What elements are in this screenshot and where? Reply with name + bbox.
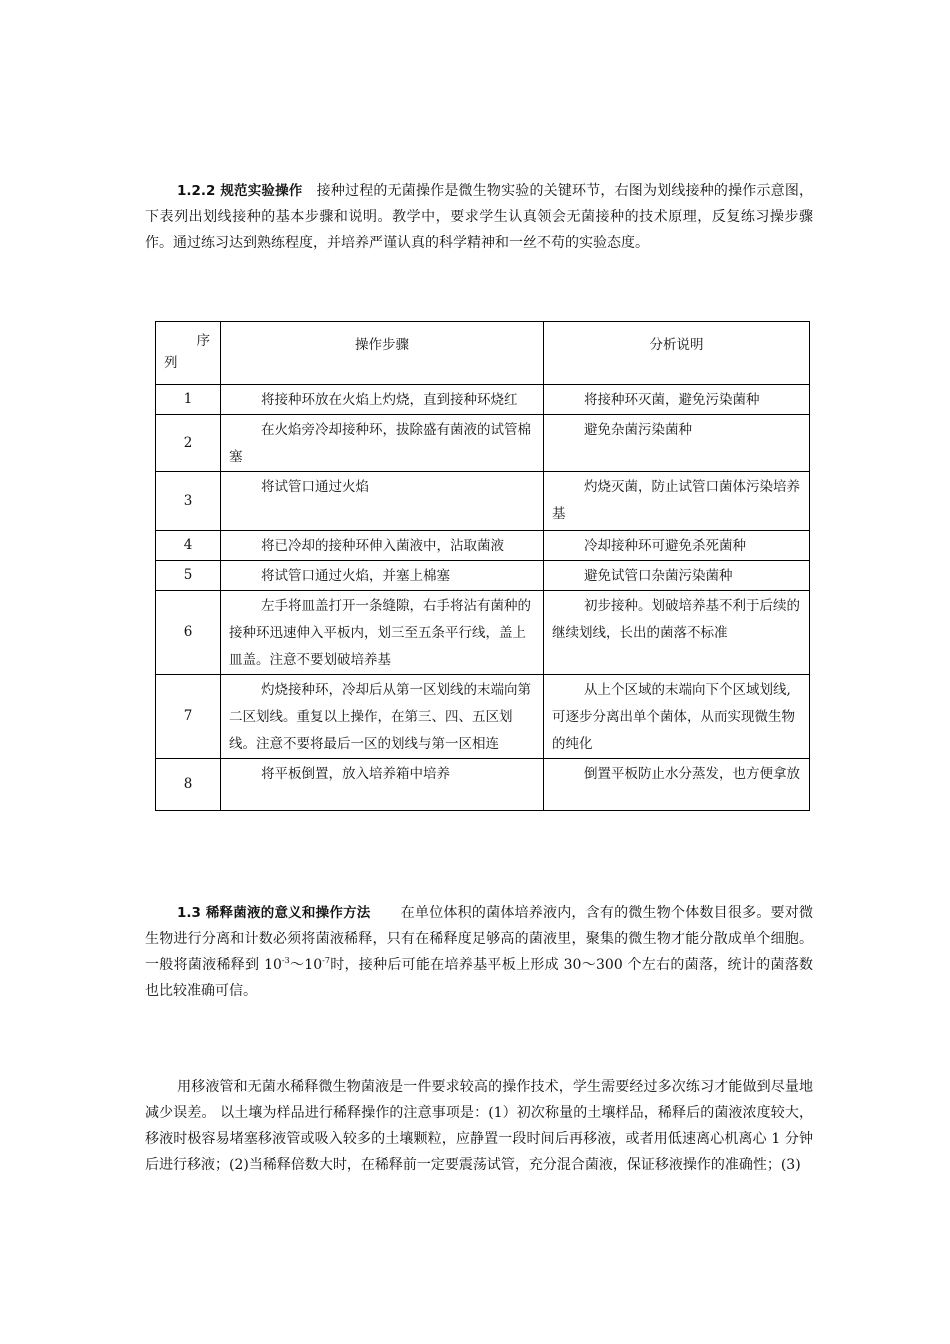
table-row xyxy=(156,759,810,811)
row-step: 在火焰旁冷却接种环，拔除盛有菌液的试管棉塞 xyxy=(221,415,544,472)
dilution-notes-paragraph xyxy=(145,1074,813,1178)
row-number: 7 xyxy=(156,675,221,759)
row-note: 倒置平板防止水分蒸发，也方便拿放 xyxy=(544,759,810,811)
row-note: 冷却接种环可避免杀死菌种 xyxy=(544,531,810,561)
row-step: 将接种环放在火焰上灼烧，直到接种环烧红 xyxy=(221,385,544,415)
section-1-2-2-paragraph xyxy=(145,178,813,256)
header-note: 分析说明 xyxy=(544,322,810,385)
section-1-2-2-text: 接种过程的无菌操作是微生物实验的关键环节，右图为划线接种的操作示意图，下表列出划线接种的基本步骤和说明。教学中，要求学生认真领会无菌接种的技术原理，反复练习操步骤作。通过练习达到熟练程度，并培养严谨认真的科学精神和一丝不苟的实验态度。 xyxy=(145,183,814,251)
streak-inoculation-table xyxy=(155,321,810,811)
row-note: 避免试管口杂菌污染菌种 xyxy=(544,561,810,591)
row-note: 将接种环灭菌，避免污染菌种 xyxy=(544,385,810,415)
section-1-3-text-b: ～10 xyxy=(289,957,323,973)
table-header-row xyxy=(156,322,810,385)
table-row xyxy=(156,675,810,759)
exponent-2: -7 xyxy=(322,956,330,965)
header-step: 操作步骤 xyxy=(221,322,544,385)
row-number: 1 xyxy=(156,385,221,415)
row-step: 将平板倒置，放入培养箱中培养 xyxy=(221,759,544,811)
row-number: 2 xyxy=(156,415,221,472)
dilution-notes-text: 用移液管和无菌水稀释微生物菌液是一件要求较高的操作技术，学生需要经过多次练习才能做到尽量地减少误差。 以土壤为样品进行稀释操作的注意事项是：(1）初次称量的土壤样品，稀释后的菌液浓度较大，移液时极容易堵塞移液管或吸入较多的土壤颗粒，应静置一段时间后再移液，或者用低速离心机离心 1 分钟后进行移液；(2)当稀释倍数大时，在稀释前一定要震荡试管，充分混合菌液，保证移液操作的准确性；(3) xyxy=(145,1079,813,1173)
row-step: 将试管口通过火焰，并塞上棉塞 xyxy=(221,561,544,591)
header-seq-bottom: 列 xyxy=(164,355,178,371)
row-number: 4 xyxy=(156,531,221,561)
table-row xyxy=(156,472,810,531)
row-number: 5 xyxy=(156,561,221,591)
header-seq xyxy=(156,322,221,385)
table-row xyxy=(156,561,810,591)
row-note: 从上个区域的末端向下个区域划线,可逐步分离出单个菌体，从而实现微生物的纯化 xyxy=(544,675,810,759)
row-step: 将试管口通过火焰 xyxy=(221,472,544,531)
row-step: 灼烧接种环，冷却后从第一区划线的末端向第二区划线。重复以上操作，在第三、四、五区划线。注意不要将最后一区的划线与第一区相连 xyxy=(221,675,544,759)
table-row xyxy=(156,385,810,415)
table-row xyxy=(156,591,810,675)
row-note: 灼烧灭菌，防止试管口菌体污染培养基 xyxy=(544,472,810,531)
row-step: 左手将皿盖打开一条缝隙，右手将沾有菌种的接种环迅速伸入平板内，划三至五条平行线，盖上皿盖。注意不要划破培养基 xyxy=(221,591,544,675)
header-seq-top: 序 xyxy=(196,333,210,349)
section-1-3-paragraph xyxy=(145,900,813,1004)
row-number: 6 xyxy=(156,591,221,675)
table-row xyxy=(156,531,810,561)
row-step: 将已冷却的接种环伸入菌液中，沾取菌液 xyxy=(221,531,544,561)
row-note: 初步接种。划破培养基不利于后续的继续划线，长出的菌落不标准 xyxy=(544,591,810,675)
section-1-3-text-c: 时，接种后可能在培养基平板上形成 30～300 个左右的菌落，统计的菌落数也比较准确可信。 xyxy=(145,957,813,999)
exponent-1: -3 xyxy=(281,956,290,965)
section-1-3-heading: 1.3 稀释菌液的意义和操作方法 xyxy=(177,905,371,921)
section-1-3-text-a: 在单位体积的菌体培养液内，含有的微生物个体数目很多。要对微生物进行分离和计数必须将菌液稀释，只有在稀释度足够高的菌液里，聚集的微生物才能分散成单个细胞。一般将菌液稀释到 10 xyxy=(145,905,814,973)
section-1-2-2-heading: 1.2.2 规范实验操作 xyxy=(177,183,303,199)
row-note: 避免杂菌污染菌种 xyxy=(544,415,810,472)
table-row xyxy=(156,415,810,472)
row-number: 3 xyxy=(156,472,221,531)
row-number: 8 xyxy=(156,759,221,811)
